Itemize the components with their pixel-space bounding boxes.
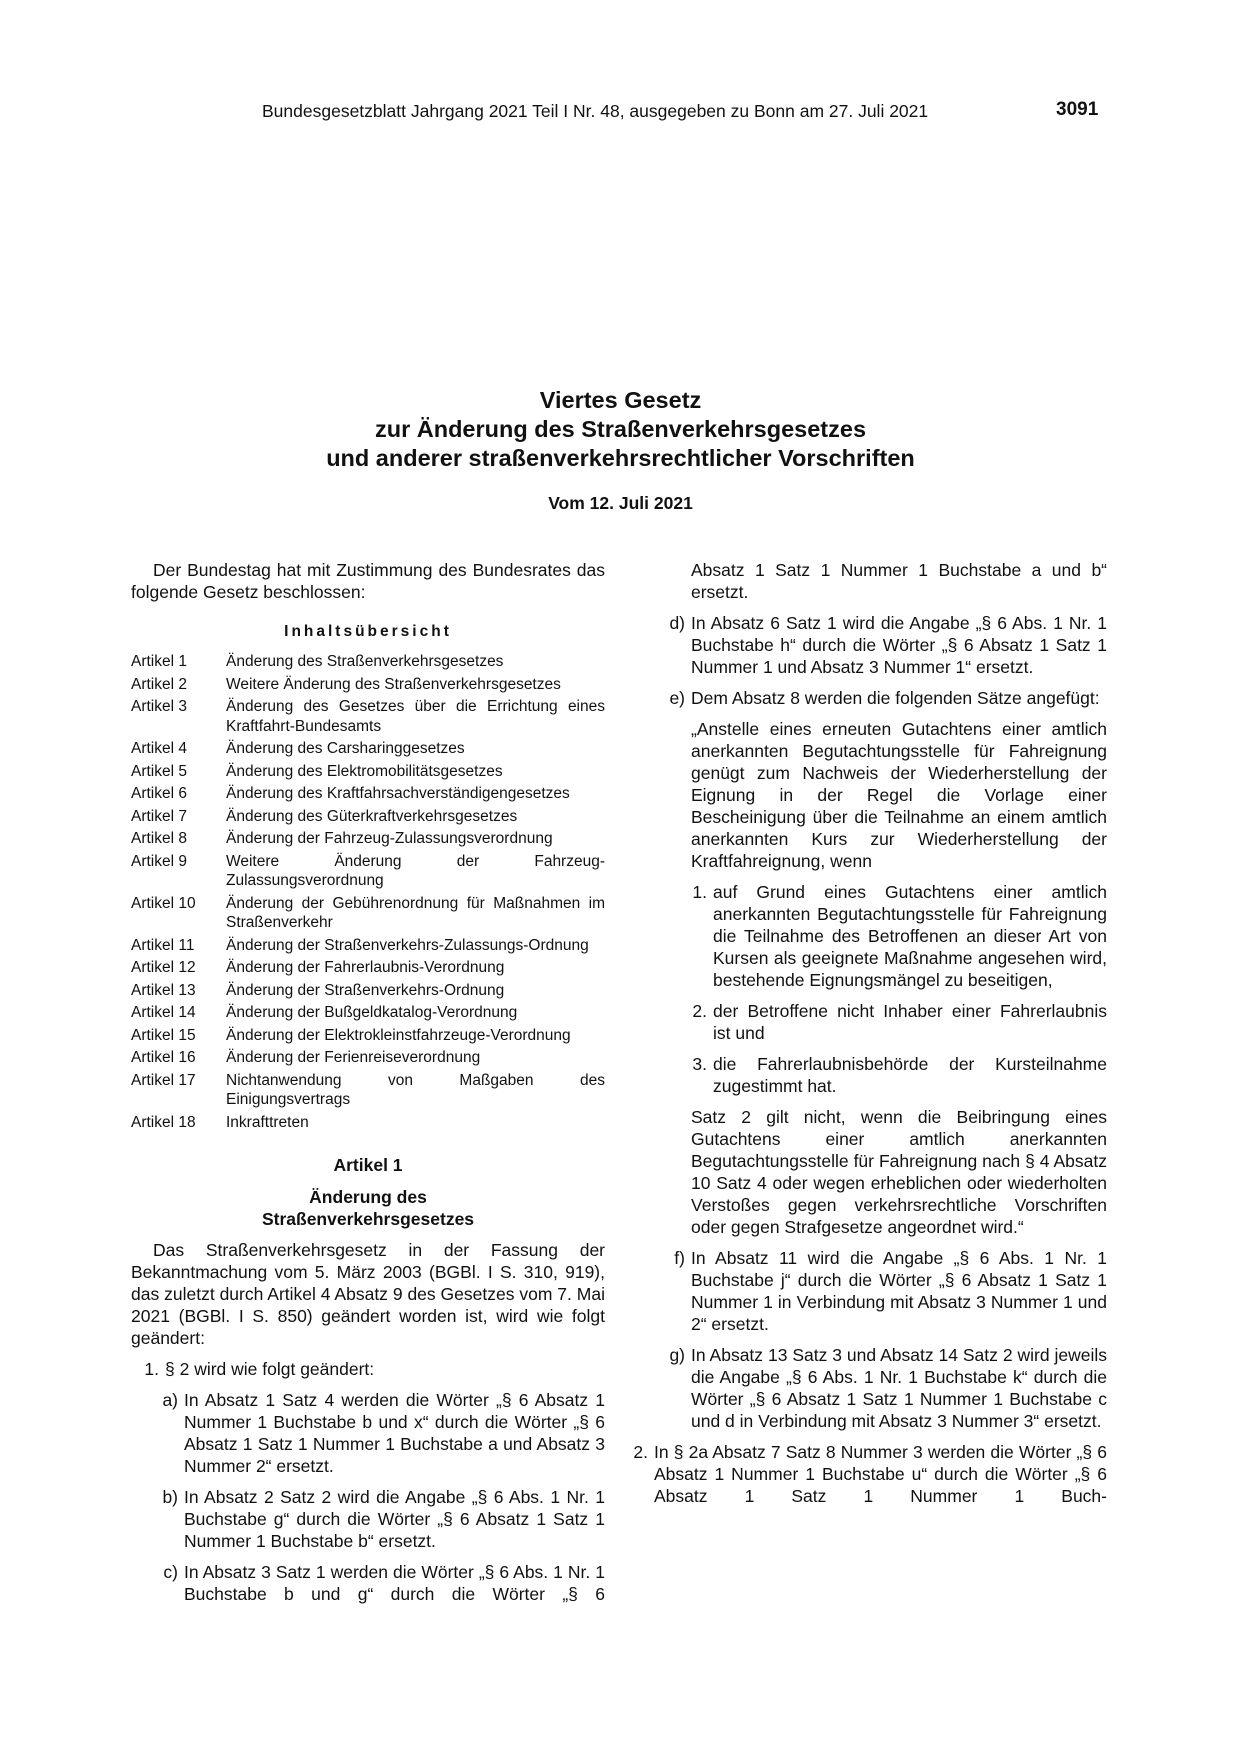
quote-list-text: auf Grund eines Gutachtens einer amtlich anerkannten Begutachtungsstelle für Fahreignung die Teilnahme des Betroffenen an dieser Art von Kursen als geeignete Maßnahme angesehen wird, bestehende Eignungsmängel zu beseitigen, <box>713 882 1107 990</box>
sub-item-label: c) <box>163 1562 178 1582</box>
sub-item-label: g) <box>669 1345 685 1365</box>
title-line-2: zur Änderung des Straßenverkehrsgesetzes <box>374 416 867 442</box>
toc-number: Artikel 8 <box>131 830 187 847</box>
toc-text: Inkrafttreten <box>226 1113 309 1131</box>
quote-list-number: 3. <box>692 1054 707 1074</box>
toc-number: Artikel 16 <box>131 1049 196 1066</box>
sub-item-text: In Absatz 6 Satz 1 wird die Angabe „§ 6 Abs. 1 Nr. 1 Buchstabe h“ durch die Wörter „§ 6 Absatz 1 Satz 1 Nummer 1 und Absatz 3 Nummer 1“ ersetzt. <box>691 613 1107 677</box>
sub-item <box>131 1389 605 1477</box>
sub-item-continuation: Absatz 1 Satz 1 Nummer 1 Buchstabe a und b“ ersetzt. <box>691 560 1107 602</box>
toc-row <box>131 1026 605 1046</box>
quote-list-number: 2. <box>692 1001 707 1021</box>
toc-number: Artikel 9 <box>131 852 187 870</box>
toc-row <box>131 981 605 1001</box>
toc-number: Artikel 2 <box>131 675 187 693</box>
sub-item-label: d) <box>669 613 685 633</box>
toc-text: Änderung des Gesetzes über die Errichtung eines Kraftfahrt-Bundesamts <box>226 698 605 735</box>
toc-row <box>131 1113 605 1133</box>
sub-item <box>646 1247 1107 1335</box>
toc-row <box>131 852 605 891</box>
intro-paragraph: Der Bundestag hat mit Zustimmung des Bundesrates das folgende Gesetz beschlossen: <box>131 560 605 602</box>
article-subheading-line-1: Änderung des <box>309 1187 427 1207</box>
toc-title: Inhaltsübersicht <box>284 623 452 640</box>
toc-text: Änderung des Elektromobilitätsgesetzes <box>226 762 503 780</box>
toc-row <box>131 1071 605 1110</box>
sub-item <box>646 1344 1107 1432</box>
toc-text: Nichtanwendung von Maßgaben des Einigungsvertrags <box>226 1071 605 1108</box>
toc-number: Artikel 18 <box>131 1113 196 1131</box>
right-column <box>633 559 1107 1516</box>
list-item-number: 1. <box>144 1359 159 1379</box>
toc-row <box>131 697 605 736</box>
toc-row <box>131 739 605 759</box>
toc-text: Änderung der Straßenverkehrs-Zulassungs-Ordnung <box>226 936 589 954</box>
toc-text: Änderung der Bußgeldkatalog-Verordnung <box>226 1004 518 1021</box>
toc-row <box>131 894 605 933</box>
list-item-text: § 2 wird wie folgt geändert: <box>165 1359 375 1379</box>
toc-text: Änderung der Fahrerlaubnis-Verordnung <box>226 959 505 976</box>
toc-number: Artikel 6 <box>131 785 187 802</box>
sub-item-label: a) <box>162 1390 178 1410</box>
toc-number: Artikel 15 <box>131 1026 196 1044</box>
toc-number: Artikel 14 <box>131 1004 196 1021</box>
toc-text: Änderung der Elektrokleinstfahrzeuge-Verordnung <box>226 1026 571 1044</box>
article-intro: Das Straßenverkehrsgesetz in der Fassung der Bekanntmachung vom 5. März 2003 (BGBl. I S. 310, 919), das zuletzt durch Artikel 4 Absatz 9 des Gesetzes vom 7. Mai 2021 (BGBl. I S. 850) geändert worden ist, wird wie folgt geändert: <box>131 1240 605 1348</box>
toc-number: Artikel 4 <box>131 740 187 757</box>
toc-row <box>131 652 605 672</box>
toc-row <box>131 958 605 978</box>
toc-row <box>131 936 605 956</box>
running-header: Bundesgesetzblatt Jahrgang 2021 Teil I Nr. 48, ausgegeben zu Bonn am 27. Juli 2021 <box>262 101 929 121</box>
toc-text: Änderung der Ferienreiseverordnung <box>226 1049 481 1066</box>
toc-row <box>131 829 605 849</box>
quote-list-text: die Fahrerlaubnisbehörde der Kursteilnahme zugestimmt hat. <box>713 1054 1107 1096</box>
sub-item-text: In Absatz 1 Satz 4 werden die Wörter „§ 6 Absatz 1 Nummer 1 Buchstabe b und x“ durch die Wörter „§ 6 Absatz 1 Satz 1 Nummer 1 Buchstabe a und Absatz 3 Nummer 2“ ersetzt. <box>184 1390 605 1476</box>
title-line-3: und anderer straßenverkehrsrechtlicher Vorschriften <box>326 445 915 471</box>
toc-text: Änderung des Kraftfahrsachverständigengesetzes <box>226 785 570 802</box>
toc-row <box>131 762 605 782</box>
toc-text: Änderung des Güterkraftverkehrsgesetzes <box>226 807 518 825</box>
toc-number: Artikel 7 <box>131 807 187 825</box>
toc-list <box>131 652 605 1132</box>
sub-item <box>131 1486 605 1552</box>
sub-item-text: In Absatz 3 Satz 1 werden die Wörter „§ 6 Abs. 1 Nr. 1 Buchstabe b und g“ durch die Wörter „§ 6 <box>184 1562 605 1604</box>
article-subheading-line-2: Straßenverkehrsgesetzes <box>261 1209 475 1229</box>
toc-text: Weitere Änderung des Straßenverkehrsgesetzes <box>226 675 561 693</box>
toc-text: Änderung der Straßenverkehrs-Ordnung <box>226 981 505 999</box>
list-item <box>131 1358 605 1380</box>
sub-item <box>131 1561 605 1605</box>
sub-item-label: e) <box>669 688 685 708</box>
quote-list-item <box>646 1000 1107 1044</box>
toc-row <box>131 784 605 804</box>
document-title <box>0 386 1241 473</box>
sub-item-label: b) <box>162 1487 178 1507</box>
document-date: Vom 12. Juli 2021 <box>548 493 693 513</box>
article-subheading <box>131 1186 605 1230</box>
toc-number: Artikel 12 <box>131 959 196 976</box>
sub-item-text: In Absatz 2 Satz 2 wird die Angabe „§ 6 Abs. 1 Nr. 1 Buchstabe g“ durch die Wörter „§ 6 Absatz 1 Satz 1 Nummer 1 Buchstabe b“ ersetzt. <box>184 1487 605 1551</box>
toc-text: Weitere Änderung der Fahrzeug-Zulassungsverordnung <box>226 852 605 889</box>
toc-number: Artikel 3 <box>131 698 187 715</box>
toc-text: Änderung der Gebührenordnung für Maßnahmen im Straßenverkehr <box>226 894 605 931</box>
quote-list-text: der Betroffene nicht Inhaber einer Fahrerlaubnis ist und <box>713 1001 1107 1043</box>
toc-number: Artikel 10 <box>131 894 196 912</box>
page-number: 3091 <box>1056 99 1099 120</box>
toc-row <box>131 675 605 695</box>
list-item-number: 2. <box>633 1442 648 1462</box>
sub-item-text: In Absatz 11 wird die Angabe „§ 6 Abs. 1 Nr. 1 Buchstabe j“ durch die Wörter „§ 6 Absatz 1 Satz 1 Nummer 1 in Verbindung mit Absatz 3 Nummer 1 und 2“ ersetzt. <box>691 1248 1107 1334</box>
sub-item <box>646 612 1107 678</box>
toc-row <box>131 807 605 827</box>
toc-text: Änderung des Straßenverkehrsgesetzes <box>226 653 504 670</box>
sub-item <box>646 687 1107 709</box>
left-column <box>131 559 605 1614</box>
quote-list-number: 1. <box>692 882 707 902</box>
sub-item-text: In Absatz 13 Satz 3 und Absatz 14 Satz 2 wird jeweils die Angabe „§ 6 Abs. 1 Nr. 1 Buchstabe k“ durch die Wörter „§ 6 Absatz 1 Satz 1 Nummer 1 Buchstabe c und d in Verbindung mit Absatz 3 Nummer 3“ ersetzt. <box>691 1345 1107 1431</box>
toc-text: Änderung der Fahrzeug-Zulassungsverordnung <box>226 830 553 847</box>
toc-number: Artikel 13 <box>131 981 196 999</box>
quote-list-item <box>646 881 1107 991</box>
toc-number: Artikel 11 <box>131 936 195 954</box>
title-line-1: Viertes Gesetz <box>539 387 702 413</box>
toc-number: Artikel 5 <box>131 762 187 780</box>
sub-item-text: Dem Absatz 8 werden die folgenden Sätze angefügt: <box>691 688 1100 708</box>
toc-number: Artikel 1 <box>131 653 187 670</box>
toc-row <box>131 1003 605 1023</box>
quoted-text-closing: Satz 2 gilt nicht, wenn die Beibringung eines Gutachtens einer amtlich anerkannten Begutachtungsstelle für Fahreignung nach § 4 Absatz 10 Satz 4 oder wegen erheblichen oder wiederholten Verstoßes gegen verkehrsrechtliche Vorschriften oder gegen Strafgesetze angeordnet wird.“ <box>691 1107 1107 1237</box>
list-item-text: In § 2a Absatz 7 Satz 8 Nummer 3 werden die Wörter „§ 6 Absatz 1 Nummer 1 Buchstabe u“ durch die Wörter „§ 6 Absatz 1 Satz 1 Nummer 1 Buch- <box>654 1442 1107 1506</box>
toc-number: Artikel 17 <box>131 1071 196 1089</box>
article-heading: Artikel 1 <box>333 1155 403 1175</box>
quote-list-item <box>646 1053 1107 1097</box>
toc-text: Änderung des Carsharinggesetzes <box>226 740 465 757</box>
toc-row <box>131 1048 605 1068</box>
list-item <box>629 1441 1107 1507</box>
quoted-text: „Anstelle eines erneuten Gutachtens einer amtlich anerkannten Begutachtungsstelle für Fahreignung genügt zum Nachweis der Wiederherstellung der Eignung in der Regel die Vorlage einer Bescheinigung über die Teilnahme an einem amtlich anerkannten Kurs zur Wiederherstellung der Kraftfahreignung, wenn <box>691 719 1107 871</box>
sub-item-label: f) <box>674 1248 685 1268</box>
